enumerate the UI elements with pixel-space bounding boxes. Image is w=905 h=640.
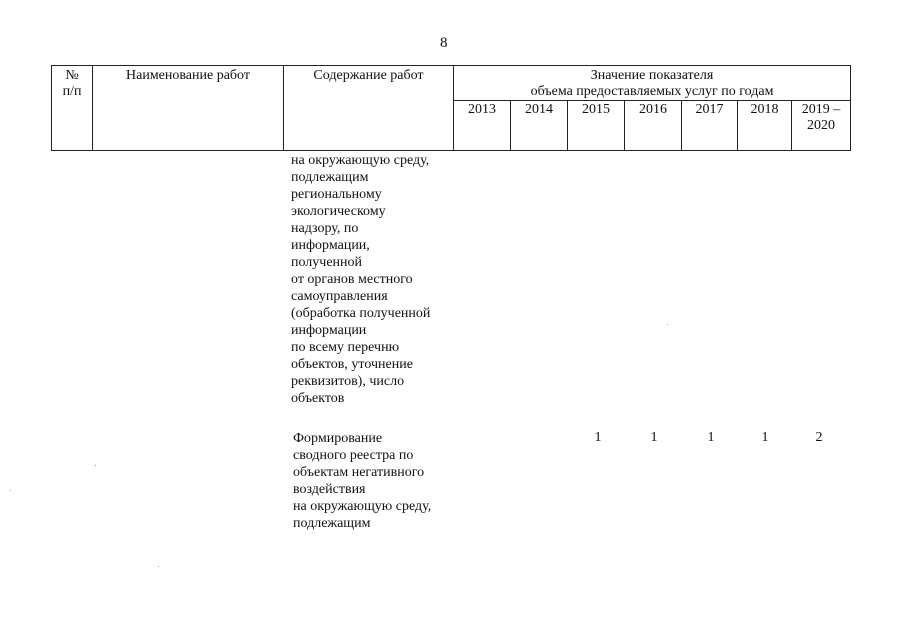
table-header <box>51 65 851 151</box>
scan-speck <box>158 566 159 567</box>
page-number: 8 <box>440 35 448 51</box>
value-2019-2020: 2 <box>815 430 823 445</box>
value-2015: 1 <box>594 430 602 445</box>
next-work-values-row <box>0 430 905 448</box>
column-header-indicator-group: Значение показателя объема предоставляемых услуг по годам <box>454 66 851 101</box>
scan-speck <box>667 324 668 325</box>
scan-speck <box>10 490 11 491</box>
year-header-2017: 2017 <box>682 101 738 151</box>
year-header-2018: 2018 <box>738 101 792 151</box>
value-2016: 1 <box>650 430 658 445</box>
column-header-work-content: Содержание работ <box>284 66 454 151</box>
year-header-2019-2020: 2019 – 2020 <box>792 101 851 151</box>
value-2017: 1 <box>707 430 715 445</box>
year-header-2015: 2015 <box>568 101 625 151</box>
year-header-2013: 2013 <box>454 101 511 151</box>
column-header-number: № п/п <box>52 66 93 151</box>
scan-speck <box>95 465 96 466</box>
year-header-2014: 2014 <box>511 101 568 151</box>
value-2018: 1 <box>761 430 769 445</box>
column-header-work-name: Наименование работ <box>93 66 284 151</box>
continued-work-content: на окружающую среду, подлежащим региональному экологическому надзору, по информации, полученной от органов местного самоуправления (обработка полученной информации по всему перечню объектов, уточнение реквизитов), число объектов <box>291 153 431 406</box>
next-work-content: Формирование сводного реестра по объектам негативного воздействия на окружающую среду, подлежащим <box>293 431 432 531</box>
year-header-2016: 2016 <box>625 101 682 151</box>
